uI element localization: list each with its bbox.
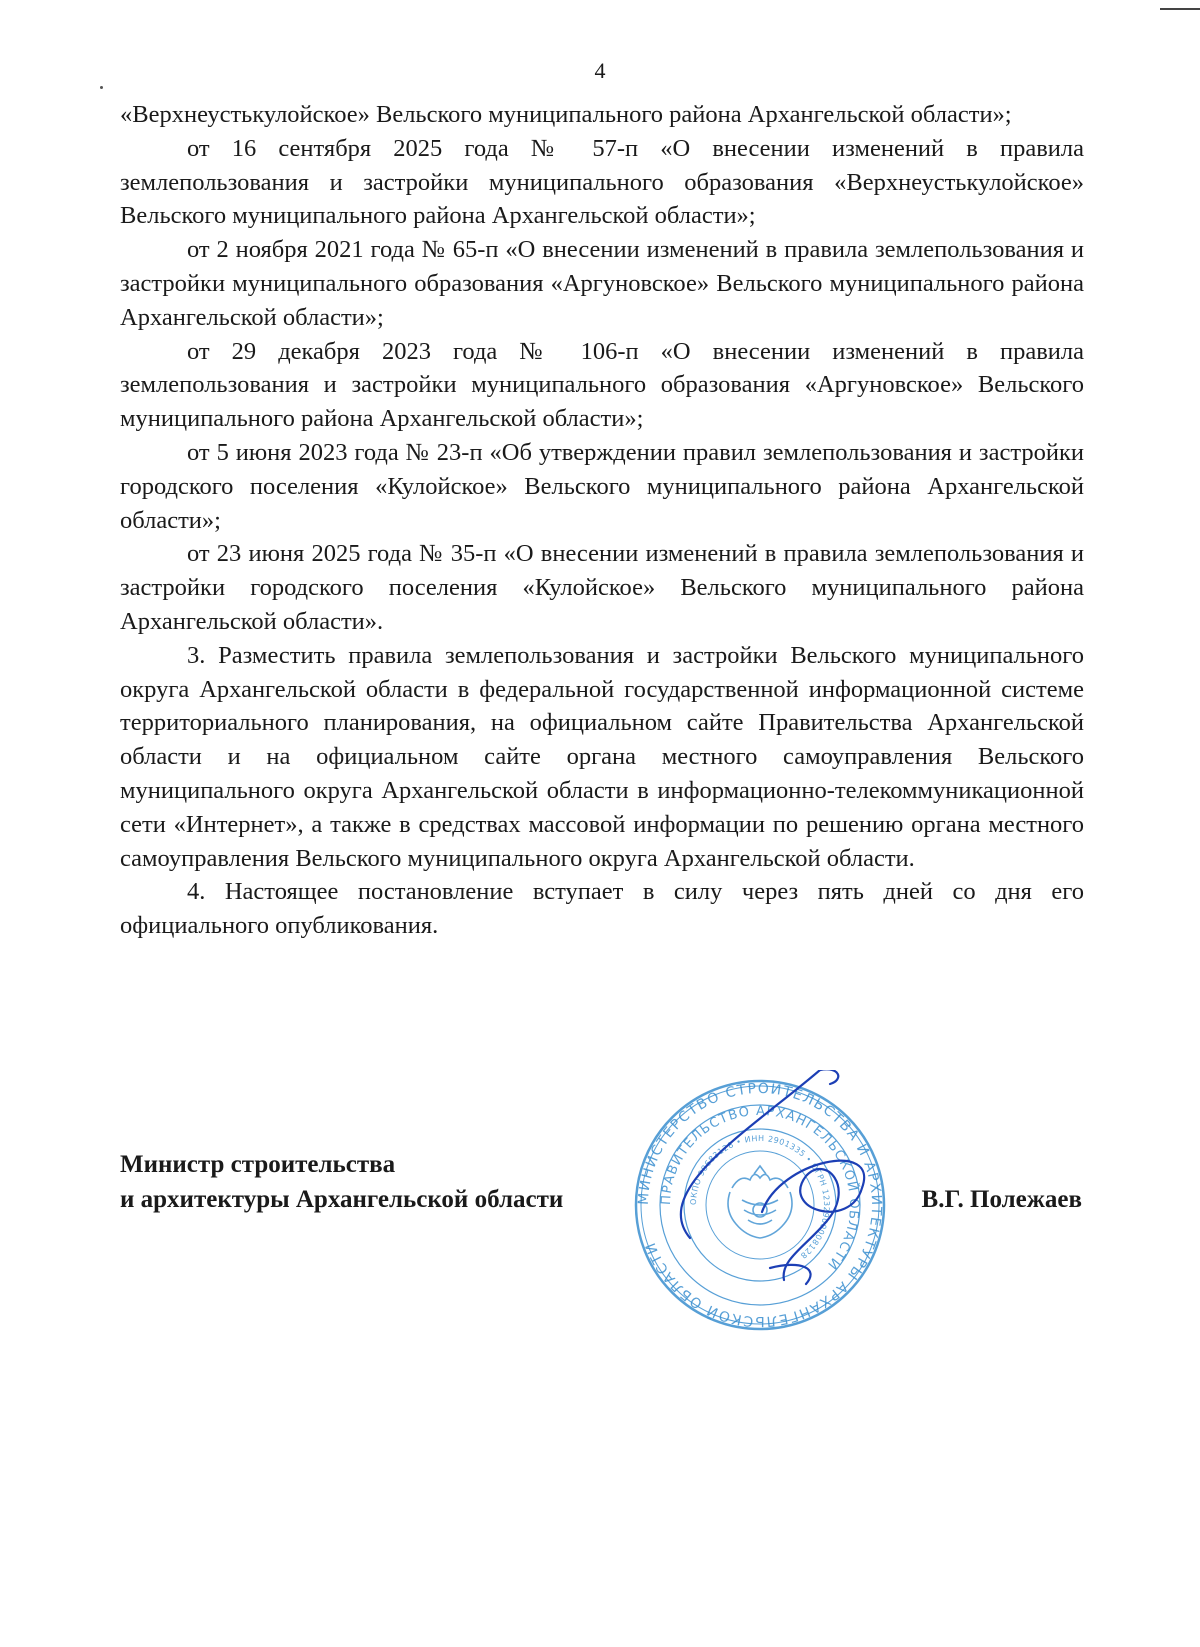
paragraph-item: от 5 июня 2023 года № 23-п «Об утверждении правил землепользования и застройки городского поселения «Кулойское» Вельского муниципального района Архангельской области»; — [120, 438, 1084, 534]
coat-of-arms-icon — [728, 1166, 792, 1238]
paragraph-clause-3: 3. Разместить правила землепользования и застройки Вельского муниципального округа Архангельской области в федеральной государственной информационной системе территориального планирования, на официальном сайте Правительства Архангельской области и на официальном сайте органа местного самоуправления Вельского муниципального округа Архангельской области в информационно-телекоммуникационной сети «Интернет», а также в средствах массовой информации по решению органа местного самоуправления Вельского муниципального округа Архангельской области. — [120, 641, 1084, 872]
position-line-2: и архитектуры Архангельской области — [120, 1186, 564, 1213]
paragraph-continuation: «Верхнеустькулойское» Вельского муниципального района Архангельской области»; — [120, 101, 1012, 128]
scan-edge-mark — [1160, 8, 1200, 10]
seal-codes-text: ОКПО 98683128 • ИНН 2901335 • ОГРН 1232900008128 — [688, 1133, 832, 1261]
paragraph-item: от 23 июня 2025 года № 35-п «О внесении изменений в правила землепользования и застройки городского поселения «Кулойское» Вельского муниципального района Архангельской области». — [120, 540, 1084, 635]
paragraph-item: от 2 ноября 2021 года № 65-п «О внесении изменений в правила землепользования и застройки муниципального образования «Аргуновское» Вельского муниципального района Архангельской области»; — [120, 236, 1084, 331]
document-body — [120, 98, 1084, 943]
page-number: 4 — [594, 58, 606, 83]
official-seal — [630, 1070, 890, 1340]
paragraph-item: от 16 сентября 2025 года № 57-п «О внесении изменений в правила землепользования и застройки муниципального образования «Верхнеустькулойское» Вельского муниципального района Архангельской области»; — [120, 134, 1084, 230]
seal-outer-text: МИНИСТЕРСТВО СТРОИТЕЛЬСТВА И АРХИТЕКТУРЫ АРХАНГЕЛЬСКОЙ ОБЛАСТИ — [635, 1080, 885, 1330]
seal-inner-text: ПРАВИТЕЛЬСТВО АРХАНГЕЛЬСКОЙ ОБЛАСТИ — [658, 1103, 862, 1273]
signatory-position — [120, 1147, 563, 1217]
paragraph-clause-4: 4. Настоящее постановление вступает в силу через пять дней со дня его официального опубликования. — [120, 878, 1084, 940]
position-line-1: Министр строительства — [120, 1151, 396, 1178]
scan-dot — [100, 86, 103, 89]
signatory-name: В.Г. Полежаев — [921, 1186, 1082, 1213]
paragraph-item: от 29 декабря 2023 года № 106-п «О внесении изменений в правила землепользования и застройки муниципального образования «Аргуновское» Вельского муниципального района Архангельской области»; — [120, 337, 1084, 433]
